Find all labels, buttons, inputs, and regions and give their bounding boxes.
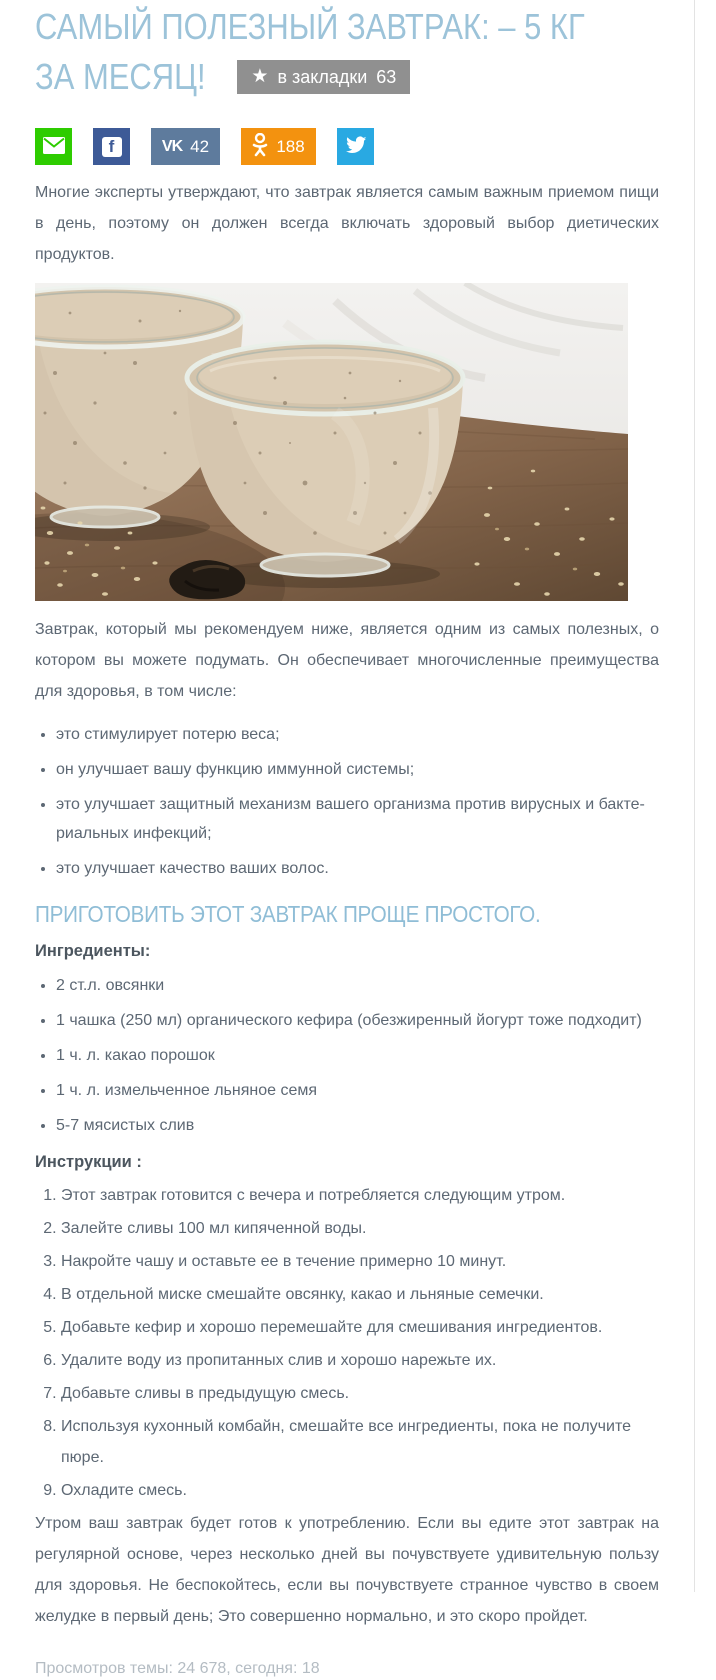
content-right-border bbox=[694, 0, 695, 1592]
intro-paragraph: Многие эксперты утверждают, что завтрак является самым важным приемом пищи в день, поэтому он должен всегда включать здоровый выбор диетических продуктов. bbox=[35, 184, 659, 263]
smoothie-bowls-illustration bbox=[35, 283, 628, 601]
ingredient-item: • 1 чашка (250 мл) органического кефира (обезжиренный йогурт тоже подходит) bbox=[56, 1006, 659, 1035]
ingredients-label: Ингредиенты: bbox=[35, 942, 151, 960]
vk-share-count: 42 bbox=[190, 136, 210, 156]
benefits-intro-paragraph: Завтрак, который мы рекомендуем ниже, является одним из самых полезных, о котором вы можете подумать. Он обеспечивает многочисленные преимущества для здоровья, в том числе: bbox=[35, 621, 659, 700]
share-email-button[interactable] bbox=[35, 128, 72, 165]
vk-icon: VK bbox=[161, 137, 183, 155]
outro-paragraph: Утром ваш завтрак будет готов к употреблению. Если вы едите этот завтрак на регулярной основе, через несколько дней вы почувствуете удивительную пользу для здоровья. Не беспокойтесь, если вы почувствуете странное чувство в своем желудке в первый день; Это совершенно нормально, и это скоро пройдет. bbox=[35, 1515, 659, 1625]
instruction-step: 2. Залейте сливы 100 мл кипяченной воды. bbox=[61, 1213, 659, 1244]
instructions-label: Инструкции : bbox=[35, 1153, 142, 1171]
benefit-item: • это улучшает защитный механизм вашего организма против вирусных и бактериальных инфекций; bbox=[56, 790, 659, 848]
instruction-step: 3. Накройте чашу и оставьте ее в течение примерно 10 минут. bbox=[61, 1246, 659, 1277]
page-title bbox=[35, 2, 659, 102]
bookmark-label: в закладки bbox=[277, 67, 368, 87]
odnoklassniki-icon bbox=[252, 133, 268, 160]
share-odnoklassniki-button[interactable] bbox=[241, 128, 316, 165]
ingredients-list bbox=[35, 971, 659, 1140]
facebook-icon: f bbox=[102, 137, 122, 157]
instruction-step: 7. Добавьте сливы в предыдущую смесь. bbox=[61, 1378, 659, 1409]
ingredient-item: • 2 ст.л. овсянки bbox=[56, 971, 659, 1000]
instruction-step: 9. Охладите смесь. bbox=[61, 1475, 659, 1506]
page-title-line1: САМЫЙ ПОЛЕЗНЫЙ ЗАВТРАК: – 5 КГ bbox=[35, 6, 585, 47]
instruction-step: 4. В отдельной миске смешайте овсянку, какао и льняные семечки. bbox=[61, 1279, 659, 1310]
share-twitter-button[interactable] bbox=[337, 128, 374, 165]
page-title-line2: ЗА МЕСЯЦ! bbox=[35, 56, 206, 97]
benefit-item: • он улучшает вашу функцию иммунной системы; bbox=[56, 755, 659, 784]
benefits-list bbox=[35, 720, 659, 883]
share-facebook-button[interactable] bbox=[93, 128, 130, 165]
views-counter: Просмотров темы: 24 678, сегодня: 18 bbox=[35, 1660, 320, 1677]
ingredient-item: • 5-7 мясистых слив bbox=[56, 1111, 659, 1140]
instruction-step: 6. Удалите воду из пропитанных слив и хорошо нарежьте их. bbox=[61, 1345, 659, 1376]
share-vk-button[interactable] bbox=[151, 128, 220, 165]
envelope-icon bbox=[43, 137, 65, 157]
ingredient-item: • 1 ч. л. какао порошок bbox=[56, 1041, 659, 1070]
bookmark-button[interactable] bbox=[237, 60, 410, 94]
share-bar bbox=[35, 128, 659, 165]
ingredient-item: • 1 ч. л. измельченное льняное семя bbox=[56, 1076, 659, 1105]
twitter-bird-icon bbox=[345, 136, 367, 158]
instructions-list bbox=[35, 1180, 659, 1506]
instruction-step: 5. Добавьте кефир и хорошо перемешайте для смешивания ингредиентов. bbox=[61, 1312, 659, 1343]
section-heading: ПРИГОТОВИТЬ ЭТОТ ЗАВТРАК ПРОЩЕ ПРОСТОГО. bbox=[35, 901, 541, 927]
ok-share-count: 188 bbox=[276, 136, 305, 156]
instruction-step: 8. Используя кухонный комбайн, смешайте все ингредиенты, пока не получите пюре. bbox=[61, 1411, 659, 1473]
recipe-photo bbox=[35, 283, 628, 601]
instruction-step: 1. Этот завтрак готовится с вечера и потребляется следующим утром. bbox=[61, 1180, 659, 1211]
benefit-item: • это стимулирует потерю веса; bbox=[56, 720, 659, 749]
star-icon: ★ bbox=[251, 65, 269, 87]
bookmark-count: 63 bbox=[376, 67, 397, 87]
benefit-item: • это улучшает качество ваших волос. bbox=[56, 854, 659, 883]
